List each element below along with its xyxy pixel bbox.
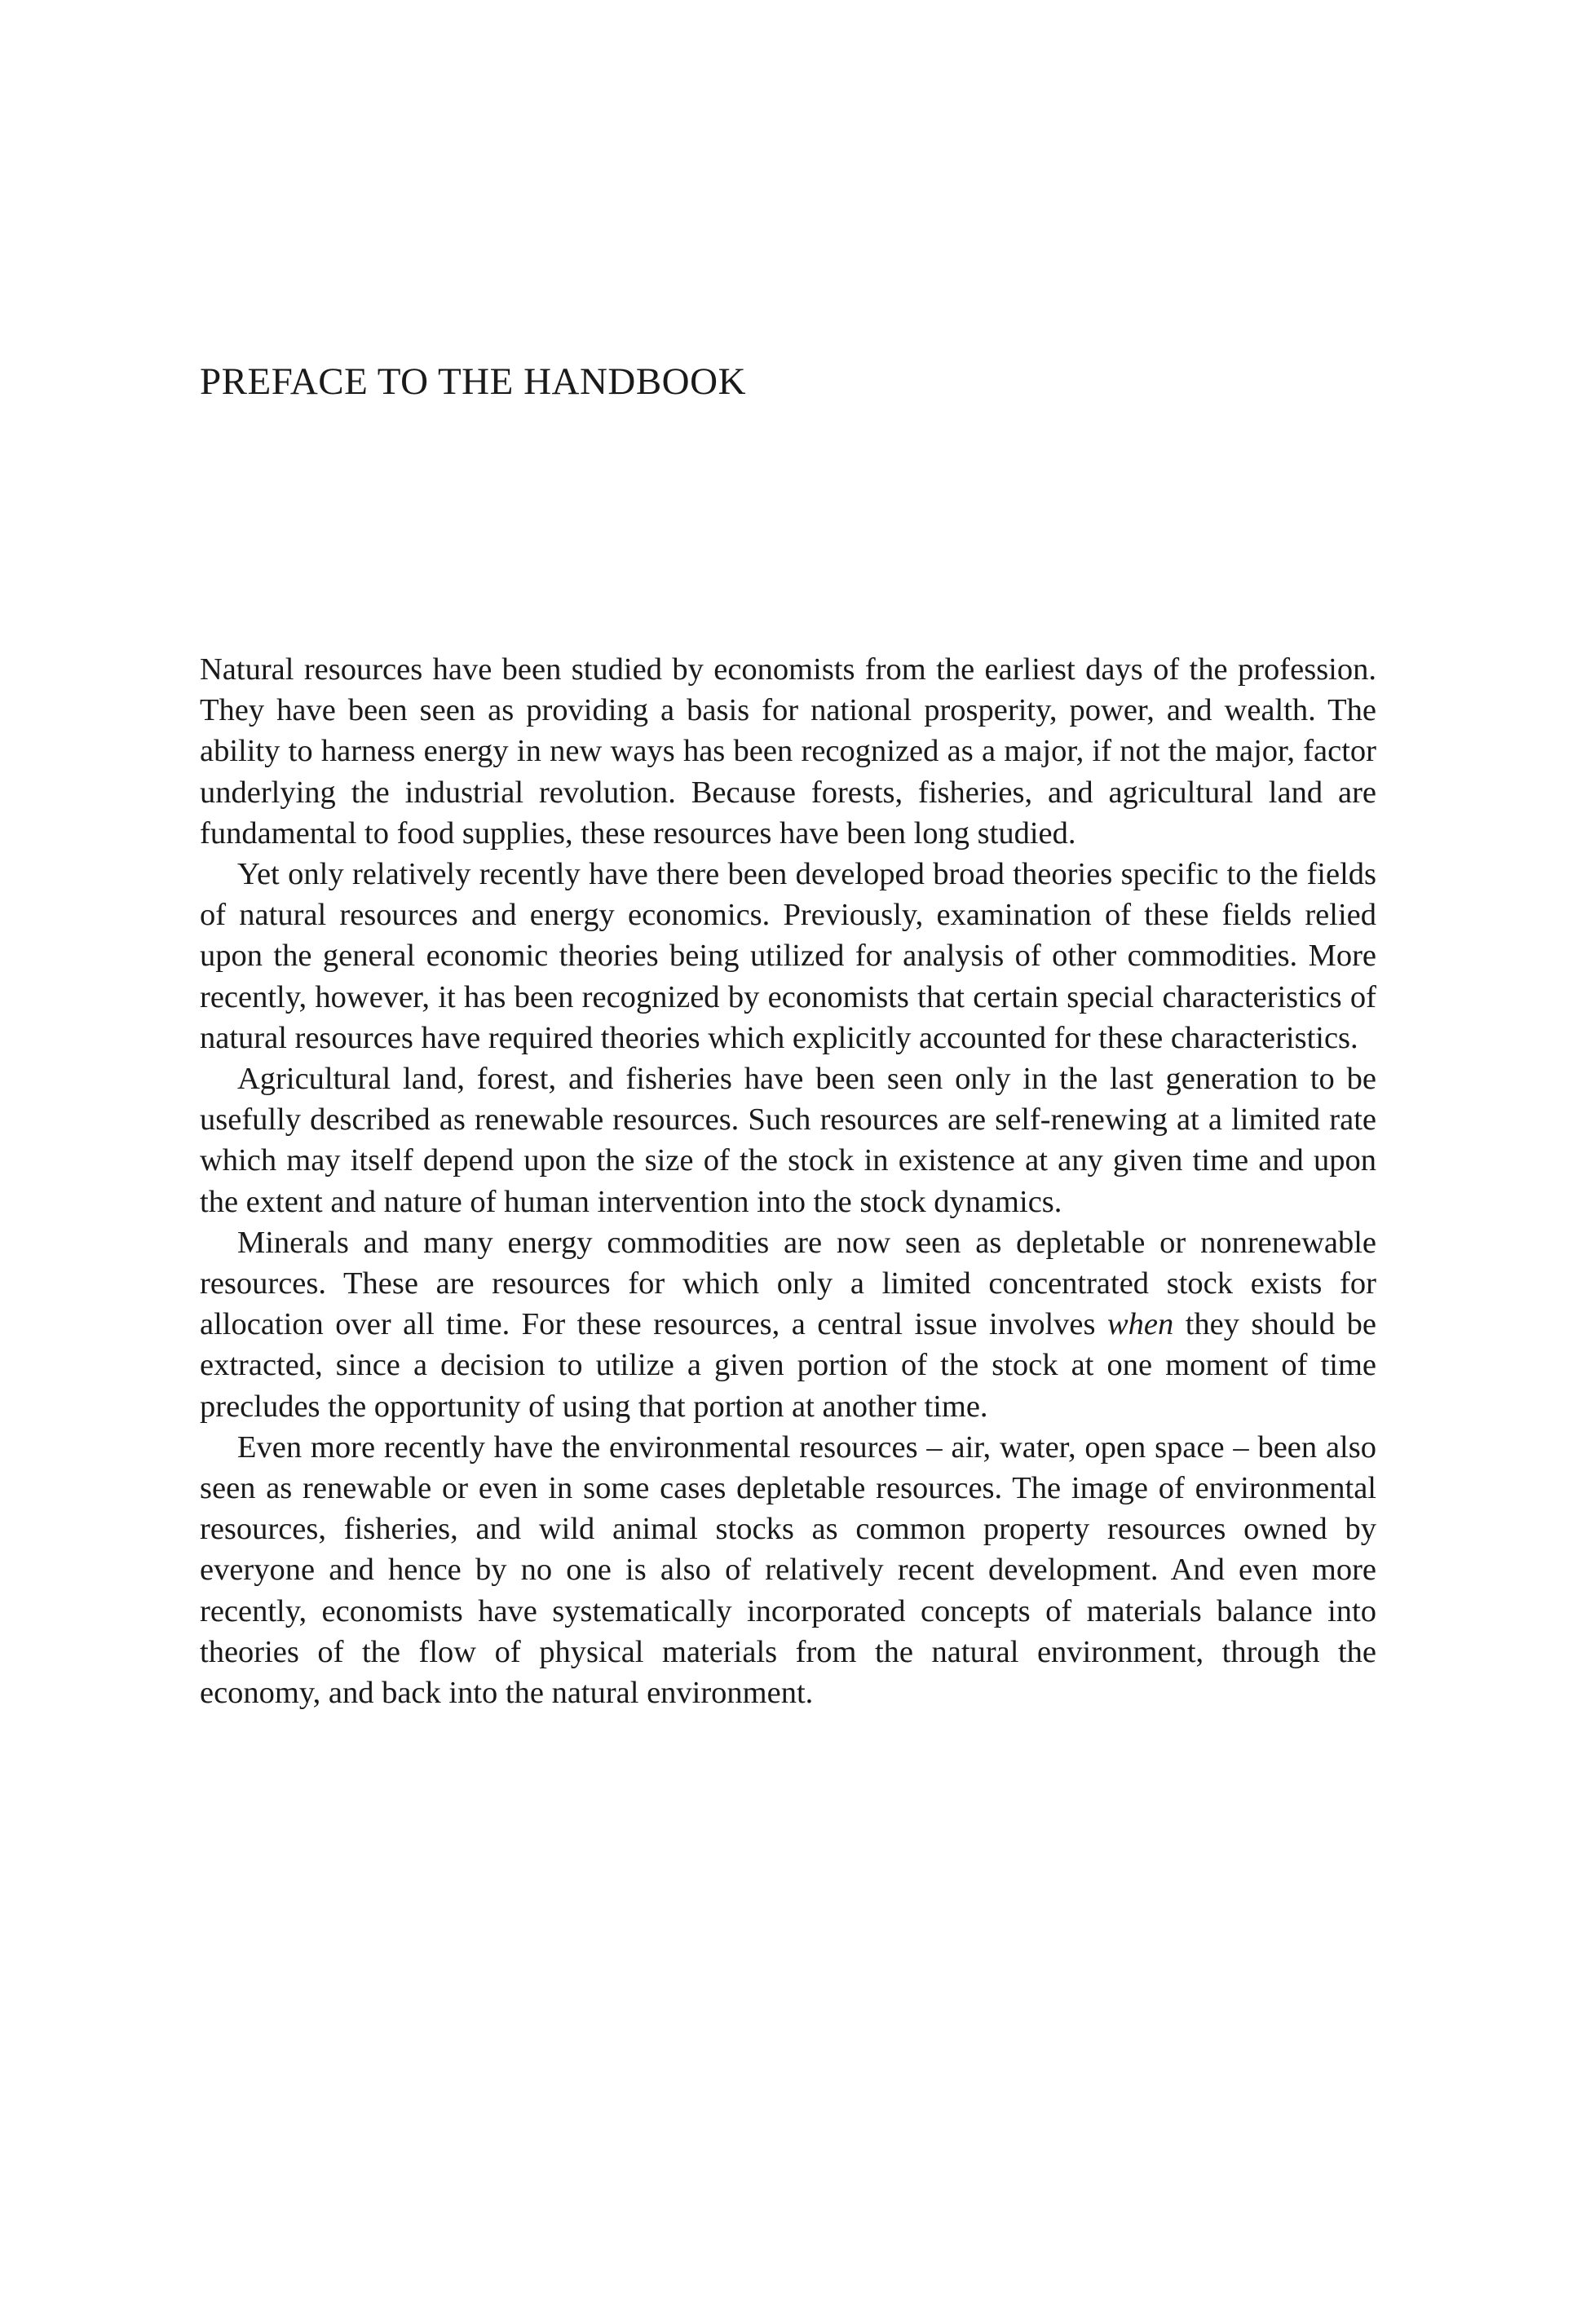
paragraph-5: Even more recently have the environmental resources – air, water, open space – been also seen as renewable or even in some cases depletable resources. The image of environmental resources, fisheries, and wild animal stocks as common property resources owned by everyone and hence by no one is also of relatively recent development. And even more recently, economists have systematically incorporated concepts of materials balance into theories of the flow of physical materials from the natural environment, through the economy, and back into the natural environment. xyxy=(200,1429,1376,1711)
paragraph-4-end: they should be extracted, since a decision to utilize a given portion of the stock at one moment of time precludes the opportunity of using that portion at another time. xyxy=(200,1307,1376,1424)
page-title: PREFACE TO THE HANDBOOK xyxy=(200,360,747,403)
paragraph-3: Agricultural land, forest, and fisheries have been seen only in the last generation to be usefully described as renewable resources. Such resources are self-renewing at a limited rate which may itself depend upon the size of the stock in existence at any given time and upon the extent and nature of human intervention into the stock dynamics. xyxy=(200,1062,1376,1219)
paragraph-2: Yet only relatively recently have there been developed broad theories specific to the fields of natural resources and energy economics. Previously, examination of these fields relied upon the general economic theories being utilized for analysis of other commodities. More recently, however, it has been recognized by economists that certain special characteristics of natural resources have required theories which explicitly accounted for these characteristics. xyxy=(200,857,1376,1055)
paragraph-4-start: Minerals and many energy commodities are now seen as depletable or nonrenewable resources. These are resources for which only a limited concentrated stock exists for allocation over all time. For these resources, a central issue involves xyxy=(200,1225,1376,1342)
emphasized-word: when xyxy=(1106,1307,1174,1342)
paragraph-4 xyxy=(200,1222,1376,1427)
body-text xyxy=(200,649,1376,1713)
paragraph-1: Natural resources have been studied by economists from the earliest days of the profession. They have been seen as providing a basis for national prosperity, power, and wealth. The ability to harness energy in new ways has been recognized as a major, if not the major, factor underlying the industrial revolution. Because forests, fisheries, and agricultural land are fundamental to food supplies, these resources have been long studied. xyxy=(200,652,1376,851)
